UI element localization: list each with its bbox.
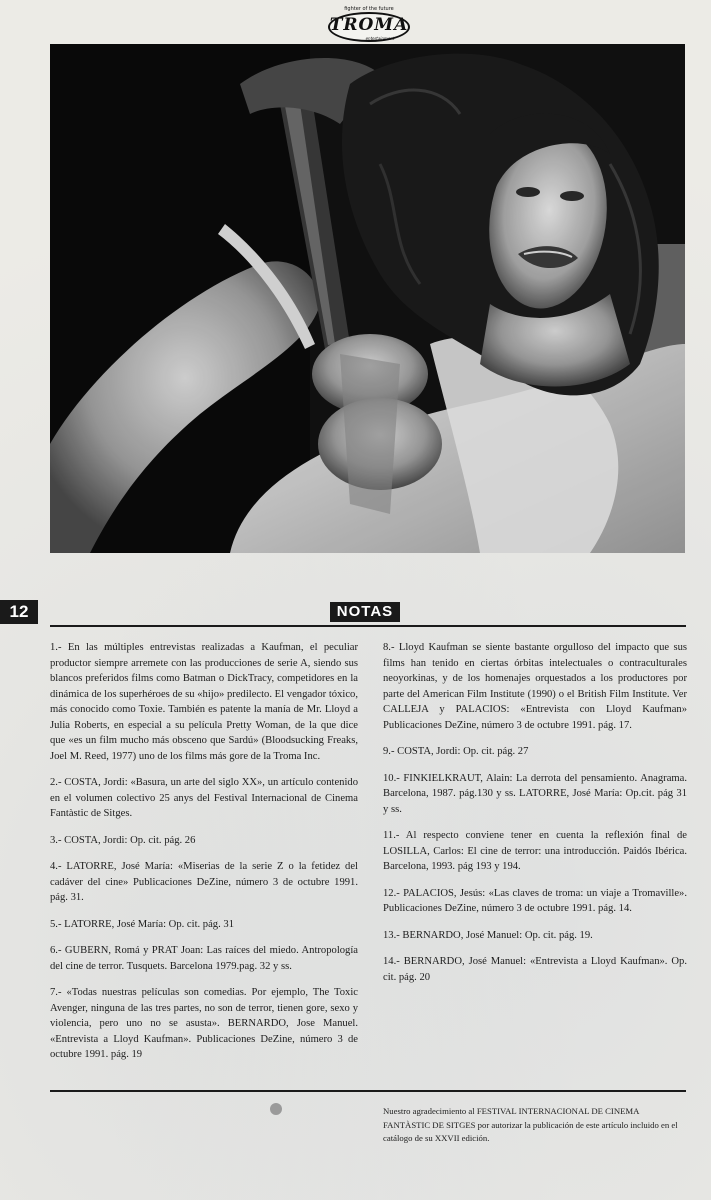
logo-subtitle: entertainment	[365, 36, 395, 41]
acknowledgement-text: Nuestro agradecimiento al FESTIVAL INTERNACIONAL DE CINEMA FANTÀSTIC DE SITGES por autorizar la publicación de este artículo incluido en el catálogo de su XXVII edición.	[383, 1106, 678, 1143]
note-item: 8.- Lloyd Kaufman se siente bastante orgulloso del impacto que sus films han tenido en ciertas órbitas intelectuales o contraculturales neoyorkinas, y de los homenajes orquestados a los productores por parte del American Film Institute (1990) o el British Film Institute. Ver CALLEJA y PALACIOS: «Entrevista con Lloyd Kaufman» Publicaciones DeZine, número 3 de octubre 1991. pág. 17.	[383, 642, 687, 731]
logo-tagline: fighter of the future	[344, 6, 394, 12]
note-item: 2.- COSTA, Jordi: «Basura, un arte del siglo XX», un artículo contenido en el volumen colectivo 25 anys del Festival Internacional de Cinema Fantàstic de Sitges.	[50, 777, 358, 819]
note-item: 1.- En las múltiples entrevistas realizadas a Kaufman, el peculiar productor siempre arremete con las producciones de serie A, siendo sus blancos preferidos films como Batman o DickTracy, competidores en la dinámica de los superhéroes de su «hijo» predilecto. El vengador tóxico, más conocido como Toxie. También es patente la manía de Mr. Lloyd a Julia Roberts, en especial a su película Pretty Woman, de la que dice que «es un film mucho más obsceno que Sardú» (Bloodsucking Freaks, Joel M. Reed, 1977) uno de los films más gore de la Troma Inc.	[50, 642, 358, 762]
note-item: 12.- PALACIOS, Jesús: «Las claves de troma: un viaje a Tromaville». Publicaciones DeZine, número 3 de octubre 1991. pág. 14.	[383, 887, 687, 914]
note-item: 11.- Al respecto conviene tener en cuenta la reflexión final de LOSILLA, Carlos: El cine de terror: una introducción. Paidós Ibérica. Barcelona, 1993. pág 193 y 194.	[383, 830, 687, 872]
note-item: 6.- GUBERN, Romá y PRAT Joan: Las raíces del miedo. Antropología del cine de terror. Tusquets. Barcelona 1979.pag. 32 y ss.	[50, 945, 358, 972]
note-item: 10.- FINKIELKRAUT, Alain: La derrota del pensamiento. Anagrama. Barcelona, 1987. pág.130 y ss. LATORRE, José María: Op.cit. pág 31 y ss.	[383, 772, 687, 815]
note-item: 7.- «Todas nuestras películas son comedias. Por ejemplo, The Toxic Avenger, ninguna de las tres partes, no son de terror, tienen gore, sexo y violencia, pero uno no se asusta». BERNARDO, Jose Manuel. «Entrevista a Lloyd Kaufman». Publicaciones DeZine, número 3 de octubre 1991. pág. 19	[50, 987, 358, 1060]
page-number: 12	[0, 600, 38, 624]
note-item: 5.- LATORRE, José María: Op. cit. pág. 31	[50, 918, 234, 930]
logo-word: TROMA	[329, 15, 409, 35]
notes-column-right	[383, 640, 687, 996]
film-still-photo	[50, 44, 685, 553]
notes-column-left	[50, 640, 358, 1074]
note-item: 13.- BERNARDO, José Manuel: Op. cit. pág. 19.	[383, 929, 593, 941]
section-rule-bottom	[50, 1090, 686, 1092]
note-item: 4.- LATORRE, José María: «Miserias de la serie Z o la fetidez del cadáver del cine» Publicaciones DeZine, número 3 de octubre 1991. pág. 31.	[50, 861, 358, 903]
troma-logo	[322, 6, 414, 46]
note-item: 9.- COSTA, Jordi: Op. cit. pág. 27	[383, 746, 529, 757]
section-rule-top	[50, 625, 686, 627]
ink-blot	[270, 1103, 282, 1115]
note-item: 3.- COSTA, Jordi: Op. cit. pág. 26	[50, 834, 196, 846]
note-item: 14.- BERNARDO, José Manuel: «Entrevista a Lloyd Kaufman». Op. cit. pág. 20	[383, 956, 687, 983]
section-title: NOTAS	[330, 602, 400, 622]
